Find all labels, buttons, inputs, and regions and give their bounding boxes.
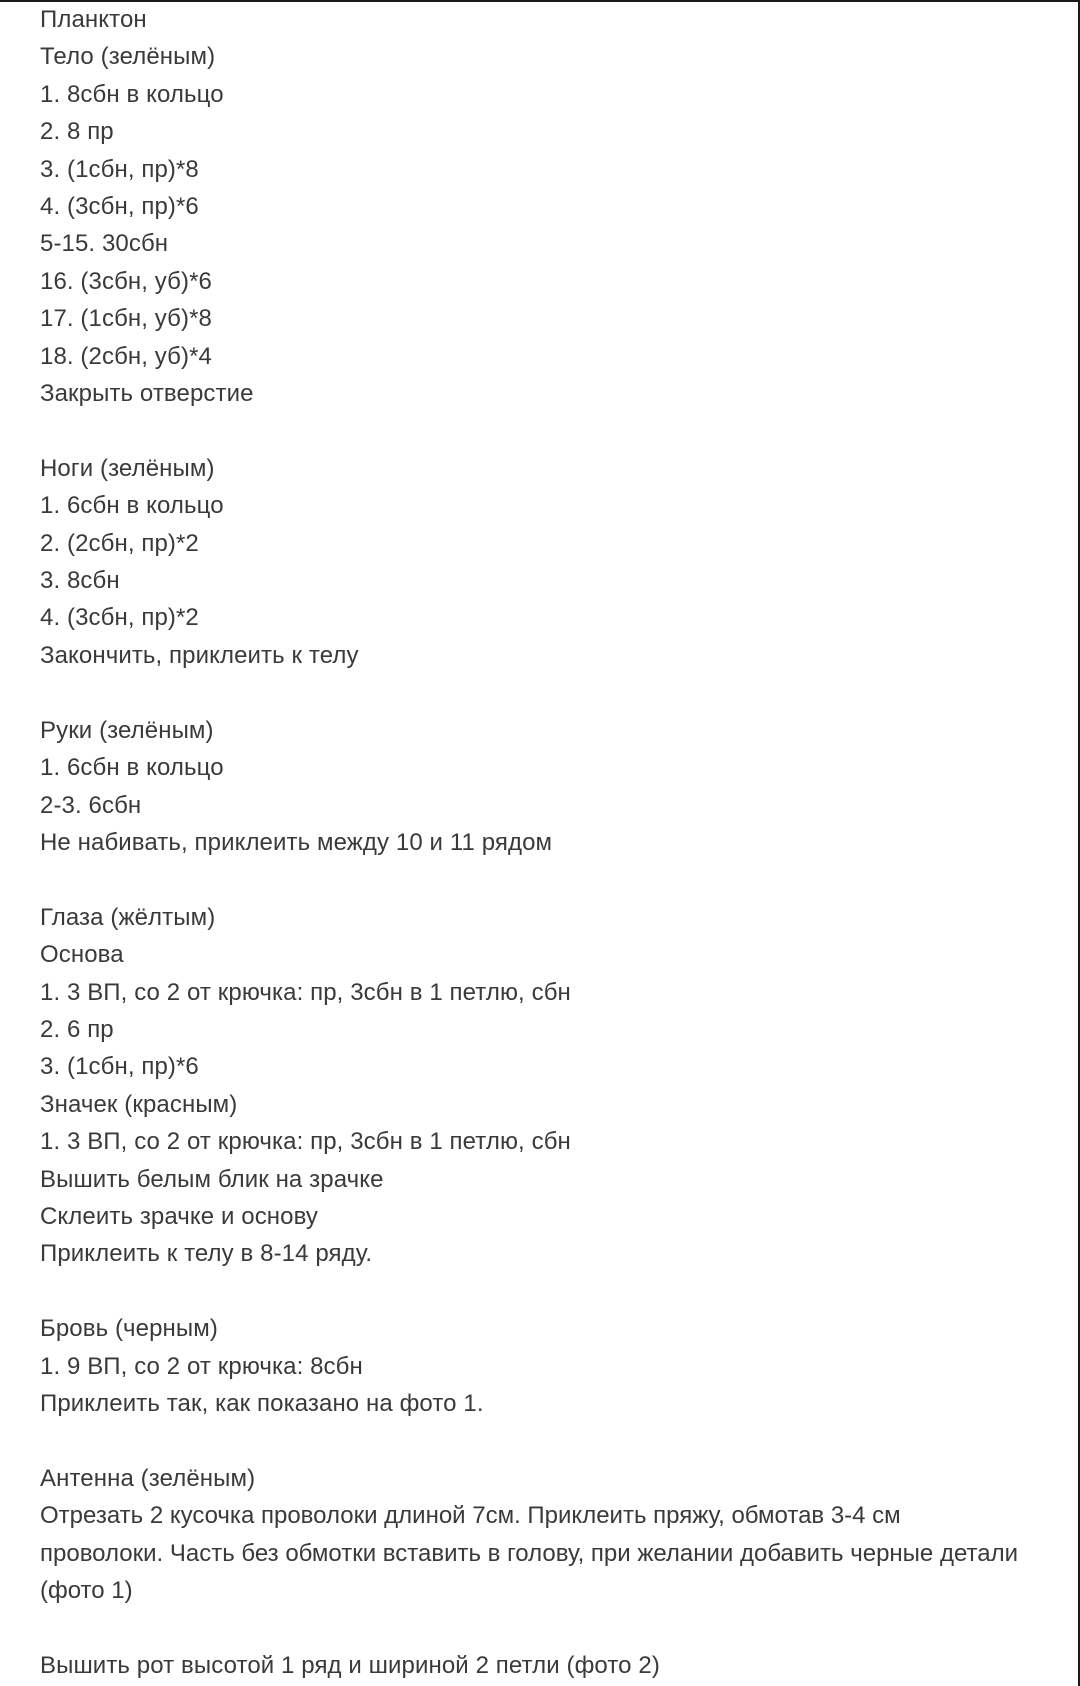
list-item: Основа — [40, 941, 124, 969]
list-item: 1. 6сбн в кольцо — [40, 492, 224, 520]
list-item: Приклеить к телу в 8-14 ряду. — [40, 1240, 373, 1268]
list-item: 4. (3сбн, пр)*2 — [40, 604, 199, 632]
list-item: 2. 8 пр — [40, 118, 114, 146]
list-item: 3. (1сбн, пр)*6 — [40, 1053, 199, 1081]
list-item: 3. 8сбн — [40, 567, 120, 595]
list-item: Приклеить так, как показано на фото 1. — [40, 1389, 484, 1417]
list-item: 2. 6 пр — [40, 1015, 114, 1043]
section-heading-body: Тело (зелёным) — [40, 43, 216, 71]
antenna-paragraph: Отрезать 2 кусочка проволоки длиной 7см. Приклеить пряжу, обмотав 3-4 см проволоки. Часть без обмотки вставить в голову, при желании добавить черные детали (фото 1) — [40, 1502, 1018, 1604]
list-item: 1. 9 ВП, со 2 от крючка: 8сбн — [40, 1352, 363, 1380]
section-heading-antenna: Антенна (зелёным) — [40, 1464, 256, 1492]
list-item: 16. (3сбн, уб)*6 — [40, 267, 213, 295]
pattern-document — [40, 1, 1040, 1684]
blank-line — [40, 1273, 1040, 1310]
list-item: 17. (1сбн, уб)*8 — [40, 305, 213, 333]
list-item: 5-15. 30сбн — [40, 230, 169, 258]
list-item: 2. (2сбн, пр)*2 — [40, 529, 199, 557]
list-item: Закрыть отверстие — [40, 380, 254, 408]
list-item: 1. 6сбн в кольцо — [40, 754, 224, 782]
list-item: 4. (3сбн, пр)*6 — [40, 193, 199, 221]
list-item: Вышить белым блик на зрачке — [40, 1165, 384, 1193]
section-heading-brow: Бровь (черным) — [40, 1315, 218, 1343]
list-item: Закончить, приклеить к телу — [40, 641, 359, 669]
list-item: Не набивать, приклеить между 10 и 11 рядом — [40, 828, 553, 856]
list-item: 3. (1сбн, пр)*8 — [40, 155, 199, 183]
final-instruction: Вышить рот высотой 1 ряд и шириной 2 петли (фото 2) — [40, 1651, 660, 1679]
list-item: Значек (красным) — [40, 1090, 238, 1118]
list-item: 1. 8сбн в кольцо — [40, 80, 224, 108]
list-item: 1. 3 ВП, со 2 от крючка: пр, 3сбн в 1 петлю, сбн — [40, 1128, 571, 1156]
list-item: Склеить зрачке и основу — [40, 1202, 319, 1230]
blank-line — [40, 674, 1040, 711]
section-heading-legs: Ноги (зелёным) — [40, 454, 215, 482]
document-title: Планктон — [40, 6, 147, 33]
section-heading-eyes: Глаза (жёлтым) — [40, 903, 216, 931]
blank-line — [40, 861, 1040, 898]
blank-line — [40, 1609, 1040, 1646]
list-item: 2-3. 6сбн — [40, 791, 142, 819]
blank-line — [40, 412, 1040, 449]
section-heading-arms: Руки (зелёным) — [40, 716, 214, 744]
blank-line — [40, 1422, 1040, 1459]
list-item: 18. (2сбн, уб)*4 — [40, 342, 213, 370]
list-item: 1. 3 ВП, со 2 от крючка: пр, 3сбн в 1 петлю, сбн — [40, 978, 571, 1006]
